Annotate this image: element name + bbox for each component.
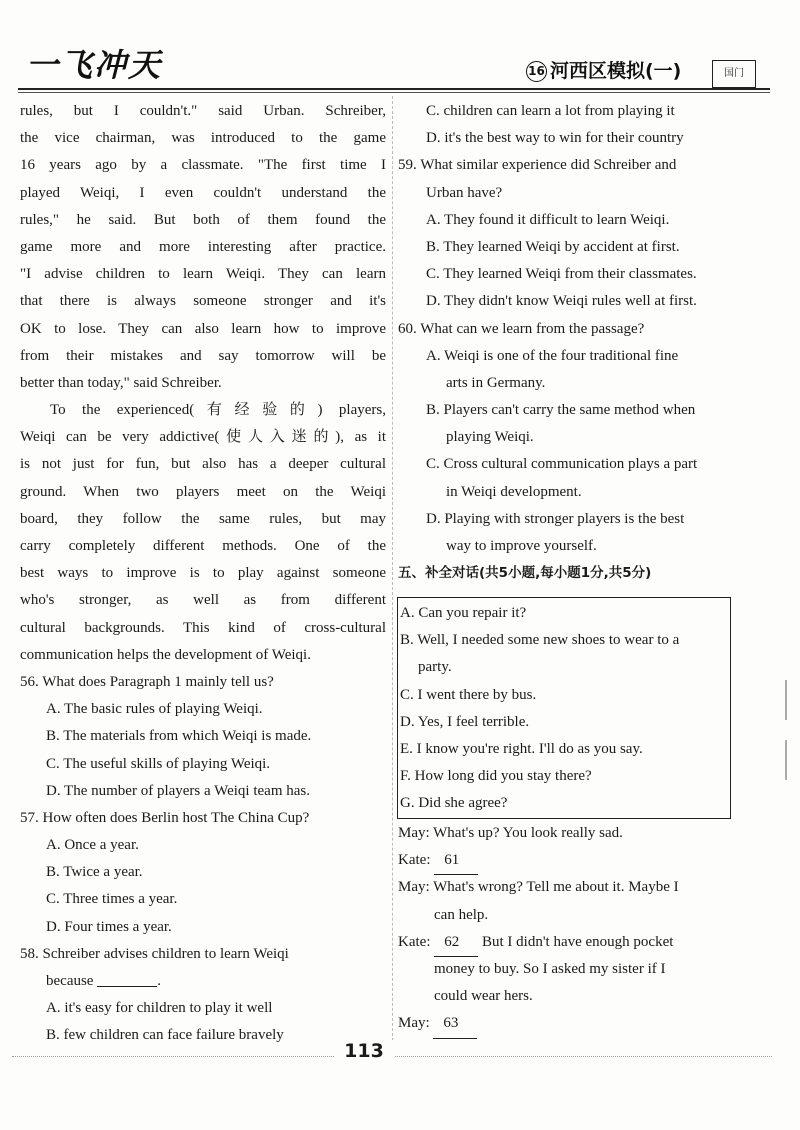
dialogue-line-cont: can help. <box>434 906 489 923</box>
text-line: is not just for fun, but also has a deeper cultural <box>20 456 386 473</box>
text-line: B. Twice a year. <box>46 864 143 881</box>
left-column <box>20 98 386 1050</box>
dialogue-line <box>398 929 772 956</box>
margin-mark <box>785 680 787 720</box>
answer-blank-61[interactable]: 61 <box>434 847 478 875</box>
options-list <box>398 598 730 818</box>
header-rule <box>18 88 770 90</box>
text-line: game more and more interesting after practice. <box>20 238 386 255</box>
text-line: B. The materials from which Weiqi is made. <box>46 728 312 745</box>
text-line: OK to lose. They can also learn how to improve <box>20 320 386 337</box>
right-column-lines <box>398 98 772 560</box>
text-line: board, they follow the same rules, but may <box>20 510 386 527</box>
left-column-lines <box>20 98 386 941</box>
dialogue-option: F. How long did you stay there? <box>400 768 592 785</box>
text-line: 60. What can we learn from the passage? <box>398 320 645 337</box>
dialogue-line: May: What's wrong? Tell me about it. Maybe I <box>398 879 679 896</box>
answer-blank-63[interactable]: 63 <box>433 1010 477 1038</box>
text-line: played Weiqi, I even couldn't understand the <box>20 184 386 201</box>
page-header <box>0 0 800 95</box>
question-58-option-b: B. few children can face failure bravely <box>46 1027 284 1044</box>
text-line: Weiqi can be very addictive(使人入迷的), as it <box>20 429 386 446</box>
text-line: D. They didn't know Weiqi rules well at first. <box>426 293 697 310</box>
text-line: way to improve yourself. <box>446 538 597 554</box>
text-line: arts in Germany. <box>446 374 546 391</box>
text-line: D. The number of players a Weiqi team has. <box>46 782 310 799</box>
dialogue <box>398 820 772 1038</box>
dialogue-option: B. Well, I needed some new shoes to wear to a <box>400 632 680 649</box>
speaker-label: Kate: <box>398 933 431 950</box>
dialogue-line-cont: money to buy. So I asked my sister if I <box>434 960 666 977</box>
margin-mark <box>785 740 787 780</box>
text-line: 57. How often does Berlin host The China Cup? <box>20 809 310 826</box>
text-line: C. children can learn a lot from playing it <box>426 103 675 119</box>
text-line: "I advise children to learn Weiqi. They can learn <box>20 266 386 283</box>
text-line: B. They learned Weiqi by accident at first. <box>426 238 680 255</box>
text-line: A. Weiqi is one of the four traditional fine <box>426 347 679 364</box>
text-line: who's stronger, as well as from different <box>20 592 386 609</box>
section-number-badge: 16 <box>526 61 547 82</box>
text-line: in Weiqi development. <box>446 483 582 500</box>
question-58-period: . <box>157 973 161 989</box>
dialogue-line: May: What's up? You look really sad. <box>398 825 623 841</box>
speaker-label: May: <box>398 1015 430 1032</box>
text-line: A. Once a year. <box>46 837 139 854</box>
brand-logo: 一飞冲天 <box>26 46 163 84</box>
page-number: 113 <box>334 1040 394 1062</box>
dialogue-option: A. Can you repair it? <box>400 605 527 621</box>
question-58-option-a: A. it's easy for children to play it well <box>46 1000 273 1017</box>
text-line: C. The useful skills of playing Weiqi. <box>46 755 271 772</box>
text-line: C. Three times a year. <box>46 891 178 908</box>
text-line: that there is always someone stronger and it's <box>20 293 386 310</box>
text-line: 16 years ago by a classmate. "The first time I <box>20 157 386 174</box>
text-line: To the experienced(有经验的) players, <box>50 402 386 419</box>
dialogue-option: party. <box>418 659 452 676</box>
text-line: ground. When two players meet on the Weiqi <box>20 483 386 500</box>
text-line: cultural backgrounds. This kind of cross-cultural <box>20 619 386 636</box>
text-line: carry completely different methods. One of the <box>20 538 386 554</box>
text-line: A. The basic rules of playing Weiqi. <box>46 701 263 718</box>
question-58-because: because <box>46 973 94 989</box>
dialogue-option: E. I know you're right. I'll do as you say. <box>400 740 643 757</box>
stamp-mark: 国门 <box>712 60 756 88</box>
section-title-text: 河西区模拟(一) <box>550 60 682 82</box>
dialogue-option: D. Yes, I feel terrible. <box>400 713 530 730</box>
text-line: Urban have? <box>426 184 503 201</box>
dialogue-option: G. Did she agree? <box>400 795 508 812</box>
dialogue-option: C. I went there by bus. <box>400 686 537 703</box>
text-line: B. Players can't carry the same method when <box>426 402 696 419</box>
text-line: D. Playing with stronger players is the best <box>426 510 685 527</box>
dialogue-text: But I didn't have enough pocket <box>478 933 674 950</box>
dialogue-options-box <box>397 597 731 819</box>
text-line: D. it's the best way to win for their country <box>426 130 684 147</box>
question-58-stem: 58. Schreiber advises children to learn Weiqi <box>20 945 289 962</box>
text-line: C. Cross cultural communication plays a part <box>426 456 698 473</box>
text-line: 56. What does Paragraph 1 mainly tell us? <box>20 673 274 690</box>
answer-blank-62[interactable]: 62 <box>434 929 478 957</box>
answer-blank[interactable] <box>97 970 157 987</box>
speaker-label: Kate: <box>398 852 431 869</box>
text-line: rules," he said. But both of them found the <box>20 211 386 228</box>
text-line: D. Four times a year. <box>46 918 172 935</box>
header-rule-thin <box>18 92 770 93</box>
dialogue-line <box>398 847 772 874</box>
text-line: the vice chairman, was introduced to the game <box>20 130 386 147</box>
dialogue-line <box>398 1010 772 1037</box>
text-line: from their mistakes and say tomorrow will be <box>20 347 386 364</box>
exam-section-title <box>526 56 681 83</box>
text-line: rules, but I couldn't." said Urban. Schreiber, <box>20 103 386 119</box>
dialogue-line-cont: could wear hers. <box>434 988 533 1005</box>
text-line: A. They found it difficult to learn Weiqi. <box>426 211 670 228</box>
column-divider <box>392 96 393 1046</box>
text-line: communication helps the development of Weiqi. <box>20 646 311 663</box>
text-line: C. They learned Weiqi from their classmates. <box>426 266 697 283</box>
text-line: best ways to improve is to play against someone <box>20 565 386 582</box>
question-58-blank-line <box>20 968 386 995</box>
text-line: better than today," said Schreiber. <box>20 374 222 391</box>
section-5-title: 五、补全对话(共5小题,每小题1分,共5分) <box>398 565 652 582</box>
text-line: playing Weiqi. <box>446 429 534 446</box>
right-column <box>398 98 772 587</box>
text-line: 59. What similar experience did Schreiber and <box>398 157 677 174</box>
